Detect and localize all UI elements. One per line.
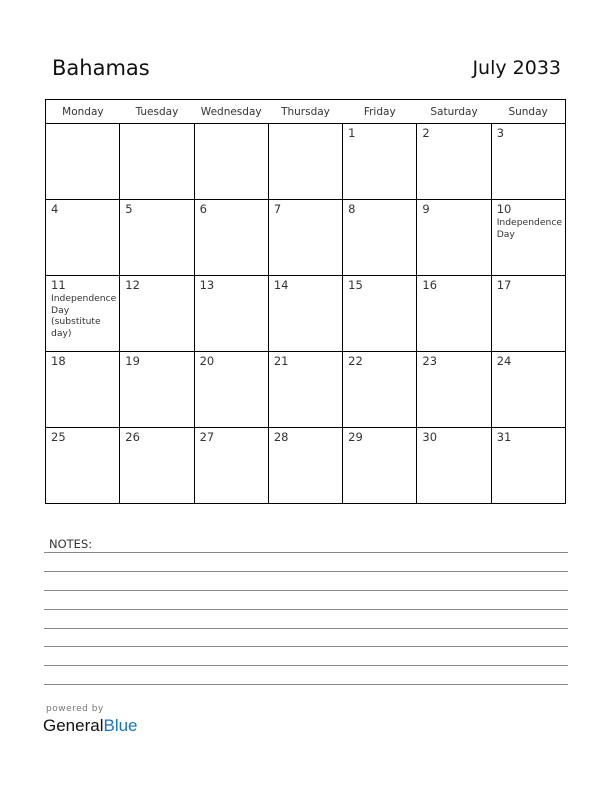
- notes-line: [44, 665, 568, 666]
- day-cell: [194, 124, 268, 200]
- day-cell: [46, 352, 120, 428]
- week-row: [46, 428, 566, 504]
- day-cell: [343, 352, 417, 428]
- day-cell: [491, 352, 565, 428]
- holiday-label: Independence Day: [496, 217, 563, 240]
- day-number: 19: [125, 354, 140, 368]
- day-number: 18: [51, 354, 66, 368]
- day-number: 12: [125, 278, 140, 292]
- week-row: [46, 352, 566, 428]
- day-cell: [417, 124, 491, 200]
- day-cell: [491, 276, 565, 352]
- day-cell: [194, 352, 268, 428]
- notes-line: [44, 684, 568, 685]
- weekday-friday: Friday: [343, 100, 417, 124]
- day-number: 27: [199, 430, 215, 444]
- weekday-thursday: Thursday: [268, 100, 342, 124]
- day-number: 8: [348, 202, 356, 216]
- notes-line: [44, 552, 568, 553]
- day-number: 15: [348, 278, 363, 292]
- day-cell: [46, 428, 120, 504]
- day-cell: [268, 352, 342, 428]
- day-number: 23: [422, 354, 438, 368]
- notes-label: NOTES:: [49, 537, 93, 551]
- day-cell: [120, 124, 194, 200]
- day-cell: [417, 200, 491, 276]
- day-number: 31: [496, 430, 512, 444]
- day-number: 9: [422, 202, 430, 216]
- day-cell: [417, 276, 491, 352]
- day-cell: [120, 428, 194, 504]
- day-cell: [343, 124, 417, 200]
- day-number: 2: [422, 126, 430, 140]
- day-cell: [417, 428, 491, 504]
- weekday-sunday: Sunday: [491, 100, 565, 124]
- day-number: 11: [51, 278, 66, 292]
- notes-line: [44, 609, 568, 610]
- day-number: 6: [199, 202, 207, 216]
- day-cell: [491, 428, 565, 504]
- day-cell: [491, 200, 565, 276]
- day-cell: [268, 200, 342, 276]
- day-cell: [46, 276, 120, 352]
- day-number: 22: [348, 354, 363, 368]
- day-cell: [194, 276, 268, 352]
- day-cell: [268, 428, 342, 504]
- day-number: 14: [273, 278, 289, 292]
- day-cell: [194, 200, 268, 276]
- brand-blue: Blue: [103, 716, 138, 735]
- day-cell: [268, 124, 342, 200]
- brand-logo: [43, 716, 138, 736]
- day-number: 30: [422, 430, 438, 444]
- page-title: Bahamas: [52, 56, 150, 80]
- day-cell: [120, 200, 194, 276]
- day-number: 26: [125, 430, 140, 444]
- day-cell: [268, 276, 342, 352]
- day-number: 16: [422, 278, 438, 292]
- day-number: 21: [273, 354, 289, 368]
- notes-line: [44, 628, 568, 629]
- day-number: 10: [496, 202, 512, 216]
- day-number: 24: [496, 354, 512, 368]
- week-row: [46, 200, 566, 276]
- day-number: 7: [273, 202, 282, 216]
- day-number: 5: [125, 202, 133, 216]
- day-number: 25: [51, 430, 66, 444]
- day-number: 20: [199, 354, 215, 368]
- day-cell: [46, 124, 120, 200]
- day-number: 28: [273, 430, 289, 444]
- notes-line: [44, 590, 568, 591]
- day-cell: [343, 276, 417, 352]
- holiday-label: Independence Day (substitute day): [51, 293, 117, 339]
- notes-line: [44, 646, 568, 647]
- day-cell: [343, 428, 417, 504]
- week-row: [46, 124, 566, 200]
- weekday-monday: Monday: [46, 100, 120, 124]
- brand-general: General: [43, 716, 104, 735]
- weekday-tuesday: Tuesday: [120, 100, 194, 124]
- day-cell: [194, 428, 268, 504]
- weekday-saturday: Saturday: [417, 100, 491, 124]
- day-cell: [417, 352, 491, 428]
- powered-by-label: powered by: [46, 704, 104, 714]
- weekday-header-row: [46, 100, 566, 124]
- day-number: 4: [51, 202, 59, 216]
- day-cell: [343, 200, 417, 276]
- day-number: 17: [496, 278, 512, 292]
- day-number: 3: [496, 126, 505, 140]
- day-number: 29: [348, 430, 363, 444]
- weekday-wednesday: Wednesday: [194, 100, 268, 124]
- month-label: July 2033: [472, 57, 561, 79]
- day-number: 13: [199, 278, 215, 292]
- day-cell: [120, 276, 194, 352]
- day-cell: [491, 124, 565, 200]
- notes-line: [44, 571, 568, 572]
- day-cell: [46, 200, 120, 276]
- day-number: 1: [348, 126, 356, 140]
- week-row: [46, 276, 566, 352]
- calendar-grid: [45, 99, 566, 504]
- day-cell: [120, 352, 194, 428]
